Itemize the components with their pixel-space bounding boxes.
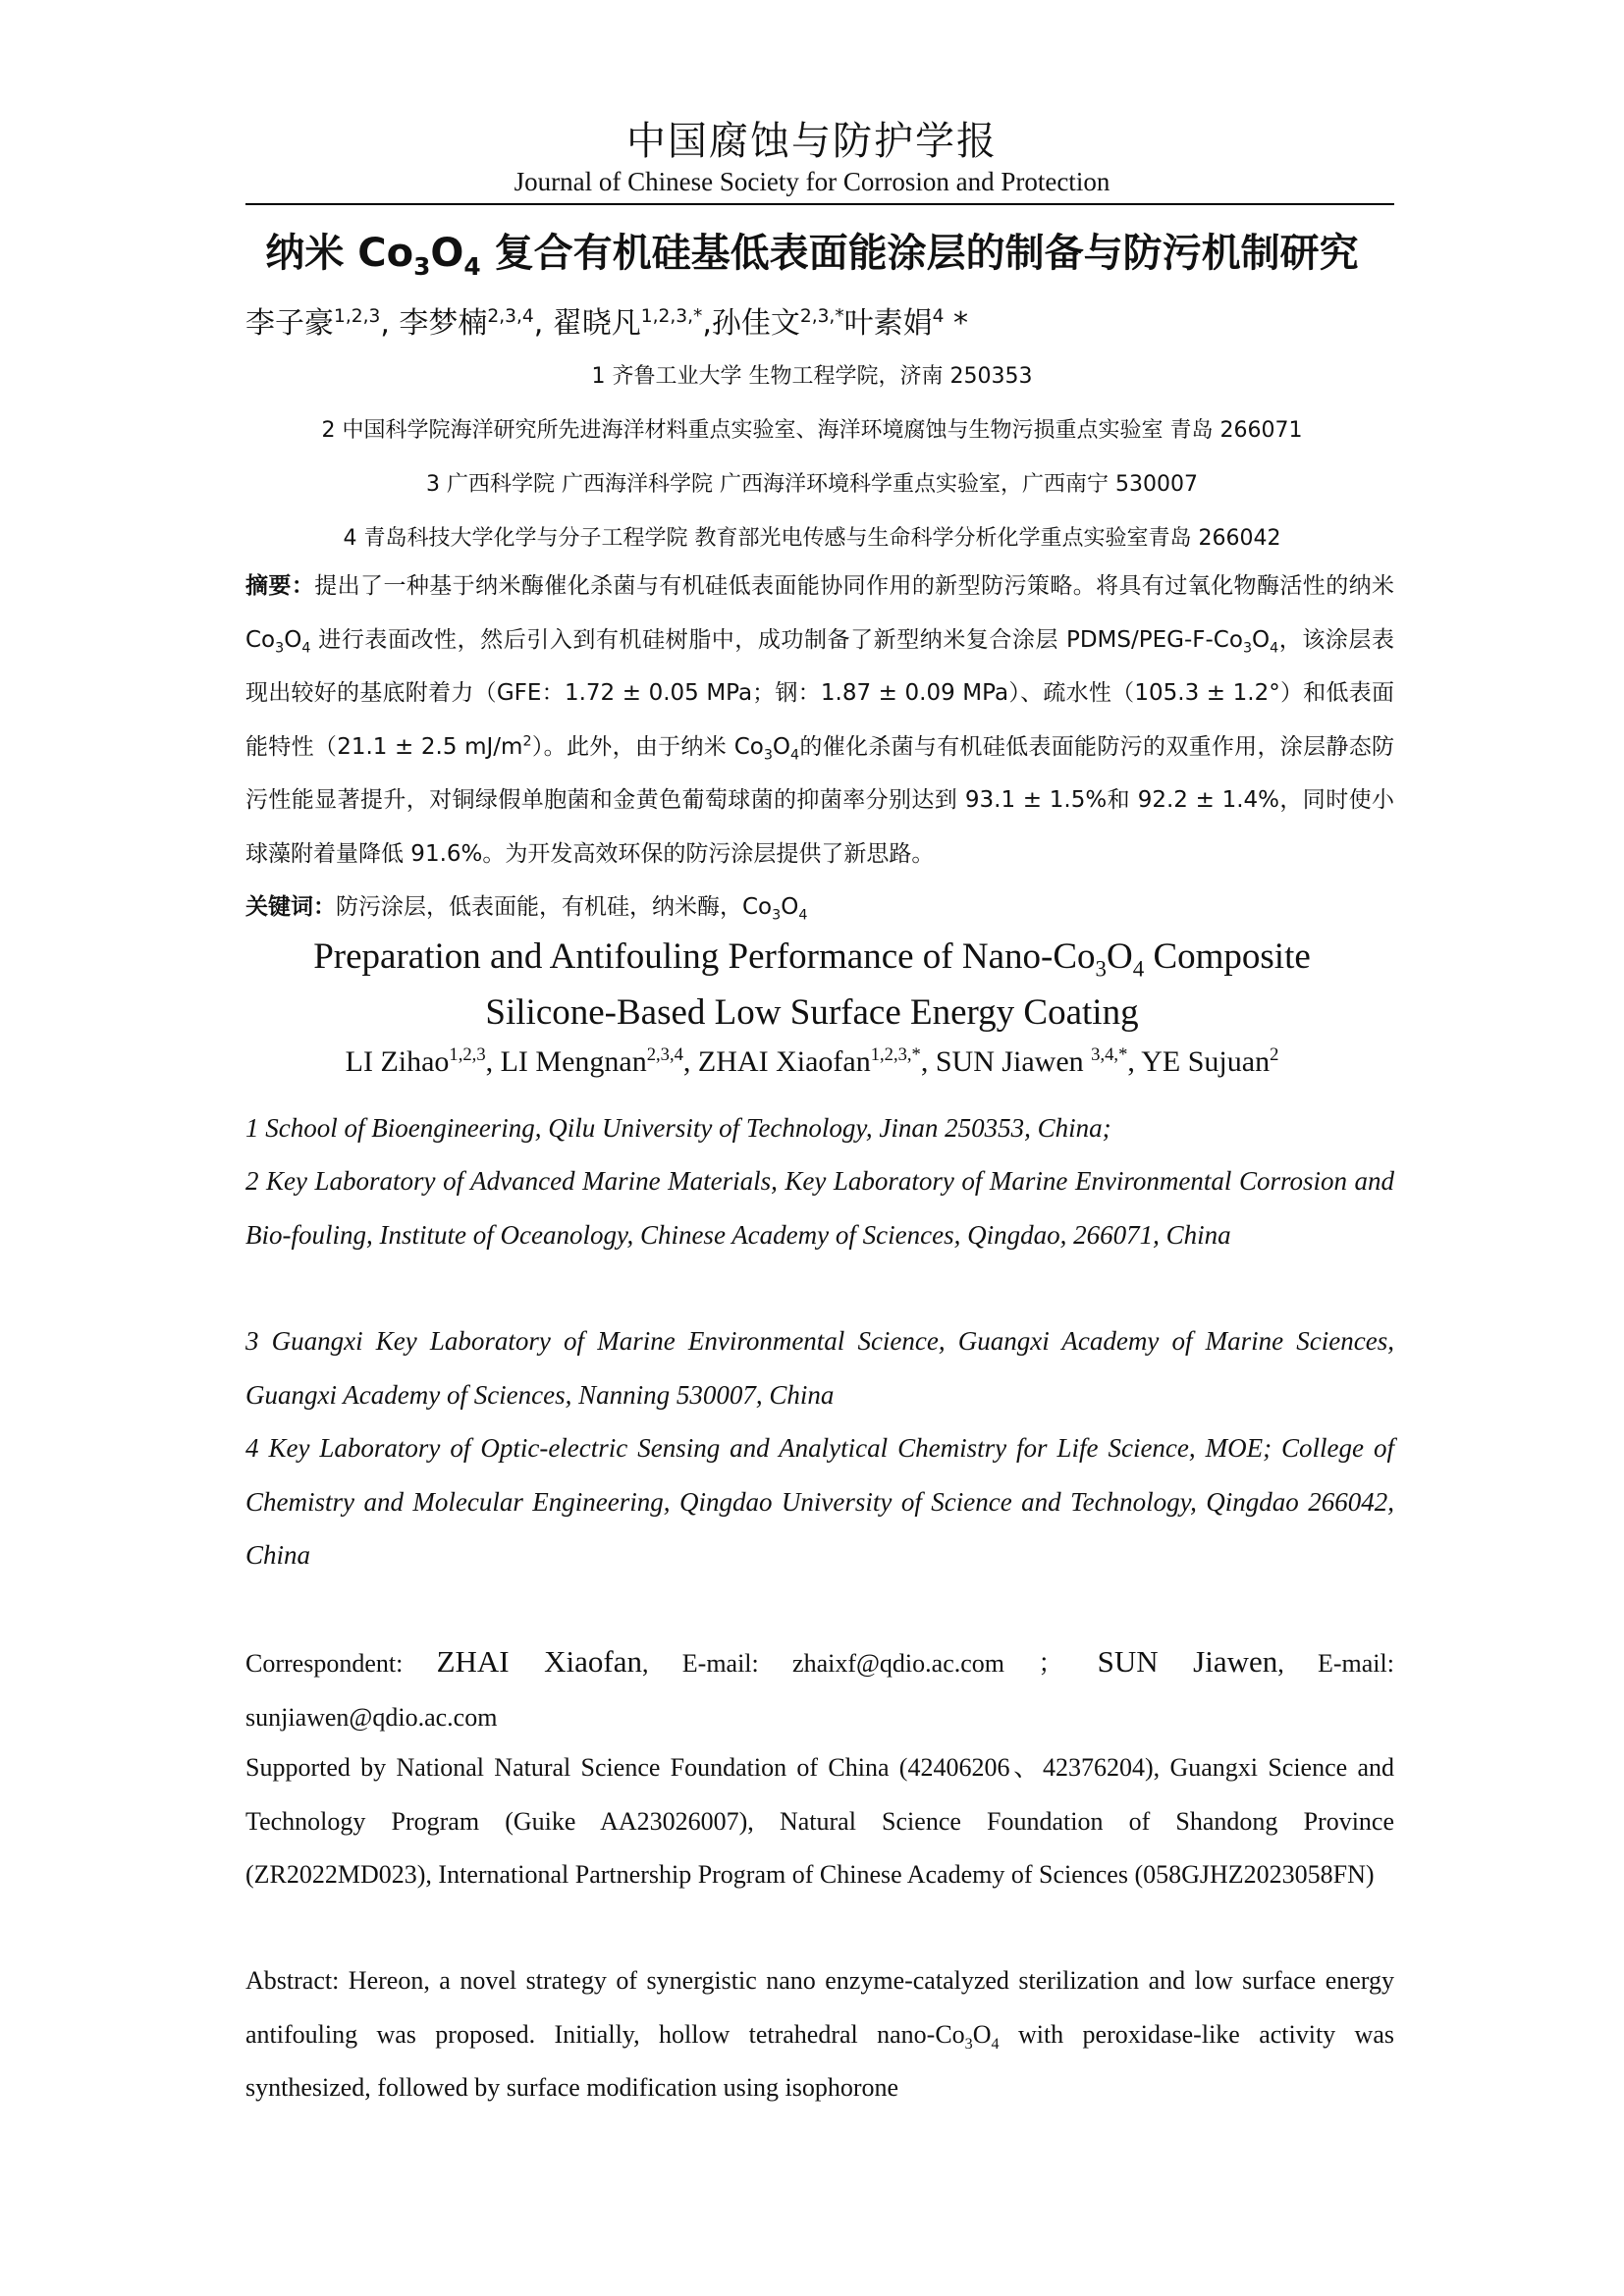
- author-cn: 李子豪$^{1,2,3}$,: [245, 306, 400, 341]
- journal-name-en: Journal of Chinese Society for Corrosion and Protection: [514, 167, 1110, 196]
- author-en: SUN Jiawen $^{3,4,*}$,: [935, 1044, 1142, 1078]
- author-cn: 李梦楠$^{2,3,4}$,: [399, 306, 553, 341]
- paper-title-en-line2: Silicone-Based Low Surface Energy Coating: [485, 992, 1139, 1033]
- funding: Supported by National Natural Science Foundation of China (42406206、42376204), Guangxi Science and Technology Program (Guike AA23026007), Natural Science Foundation of Shandong Province (ZR2022MD023), International Partnership Program of Chinese Academy of Sciences (058GJHZ2023058FN): [245, 1753, 1394, 1889]
- author-en: LI Zihao$^{1,2,3}$,: [345, 1044, 501, 1078]
- author-cn: 孙佳文$^{2,3,*}$: [711, 306, 844, 341]
- journal-name-cn: 中国腐蚀与防护学报: [626, 119, 998, 164]
- affiliation-en-4: 4 Key Laboratory of Optic-electric Sensing and Analytical Chemistry for Life Science, MOE; College of Chemistry and Molecular Engineering, Qingdao University of Science and Technology, Qingdao 266042, China: [245, 1433, 1394, 1570]
- affiliation-en-3: 3 Guangxi Key Laboratory of Marine Environmental Science, Guangxi Academy of Marine Sciences, Guangxi Academy of Sciences, Nanning 530007, China: [245, 1326, 1394, 1410]
- keywords-cn-label: 关键词：: [245, 894, 336, 920]
- author-en: ZHAI Xiaofan$^{1,2,3,*}$,: [697, 1044, 936, 1078]
- affiliation-cn-4: 4 青岛科技大学化学与分子工程学院 教育部光电传感与生命科学分析化学重点实验室青岛 266042: [343, 526, 1281, 551]
- paper-title-cn: 纳米 $Co_3O_4$ 复合有机硅基低表面能涂层的制备与防污机制研究: [265, 231, 1359, 281]
- correspondent-name-1: ZHAI Xiaofan: [436, 1644, 642, 1679]
- abstract-cn-label: 摘要：: [245, 573, 315, 599]
- authors-en: [0, 1045, 1624, 1079]
- author-en: YE Sujuan$^2$: [1141, 1044, 1279, 1078]
- affiliation-en-2: 2 Key Laboratory of Advanced Marine Materials, Key Laboratory of Marine Environmental Corrosion and Bio-fouling, Institute of Oceanology, Chinese Academy of Sciences, Qingdao, 266071, China: [245, 1166, 1394, 1250]
- paper-title-en-line1: Preparation and Antifouling Performance of Nano-$Co_3O_4$ Composite: [313, 936, 1311, 982]
- affiliation-cn-1: 1 齐鲁工业大学 生物工程学院，济南 250353: [591, 364, 1033, 389]
- authors-cn: [245, 298, 1394, 342]
- keywords-cn: 关键词：防污涂层，低表面能，有机硅，纳米酶，$Co_3O_4$: [245, 894, 808, 924]
- abstract-en: Abstract: Hereon, a novel strategy of synergistic nano enzyme-catalyzed sterilization and low surface energy antifouling was proposed. Initially, hollow tetrahedral nano-$Co_3O_4$ with peroxidase-like activity was synthesized, followed by surface modification using isophorone: [245, 1966, 1394, 2102]
- affiliation-cn-3: 3 广西科学院 广西海洋科学院 广西海洋环境科学重点实验室，广西南宁 530007: [426, 472, 1198, 497]
- author-cn: 翟晓凡$^{1,2,3,*}$,: [552, 306, 712, 341]
- affiliation-cn-2: 2 中国科学院海洋研究所先进海洋材料重点实验室、海洋环境腐蚀与生物污损重点实验室 青岛 266071: [321, 418, 1303, 443]
- email-link-1[interactable]: zhaixf@qdio.ac.com: [792, 1649, 1005, 1678]
- author-en: LI Mengnan$^{2,3,4}$,: [500, 1044, 698, 1078]
- header-rule: [245, 203, 1394, 205]
- email-link-2[interactable]: sunjiawen@qdio.ac.com: [245, 1702, 498, 1732]
- paper-title-en: [0, 929, 1624, 1041]
- abstract-cn: 摘要：提出了一种基于纳米酶催化杀菌与有机硅低表面能协同作用的新型防污策略。将具有过氧化物酶活性的纳米 $Co_3O_4$ 进行表面改性，然后引入到有机硅树脂中，成功制备了新型纳米复合涂层 PDMS/$PEG-F-Co_3O_4$，该涂层表现出较好的基底附着力（GFE：1.72 ± 0.05 MPa；钢：1.87 ± 0.09 MPa）、疏水性（105.3 ± 1.2°）和低表面能特性（21.1 ± 2.5 $mJ/m^2$）。此外，由于纳米 $Co_3O_4$的催化杀菌与有机硅低表面能防污的双重作用，涂层静态防污性能显著提升，对铜绿假单胞菌和金黄色葡萄球菌的抑菌率分别达到 93.1 ± 1.5%和 92.2 ± 1.4%，同时使小球藻附着量降低 91.6%。为开发高效环保的防污涂层提供了新思路。: [245, 573, 1395, 867]
- correspondent-name-2: SUN Jiawen: [1097, 1644, 1278, 1679]
- author-cn: 叶素娟$^4$ *: [843, 306, 969, 341]
- affiliation-en-1: 1 School of Bioengineering, Qilu University of Technology, Jinan 250353, China;: [245, 1113, 1111, 1143]
- correspondent: Correspondent: ZHAI Xiaofan, E-mail: zhaixf@qdio.ac.com ； SUN Jiawen, E-mail: sunjiawen@qdio.ac.com: [245, 1644, 1394, 1732]
